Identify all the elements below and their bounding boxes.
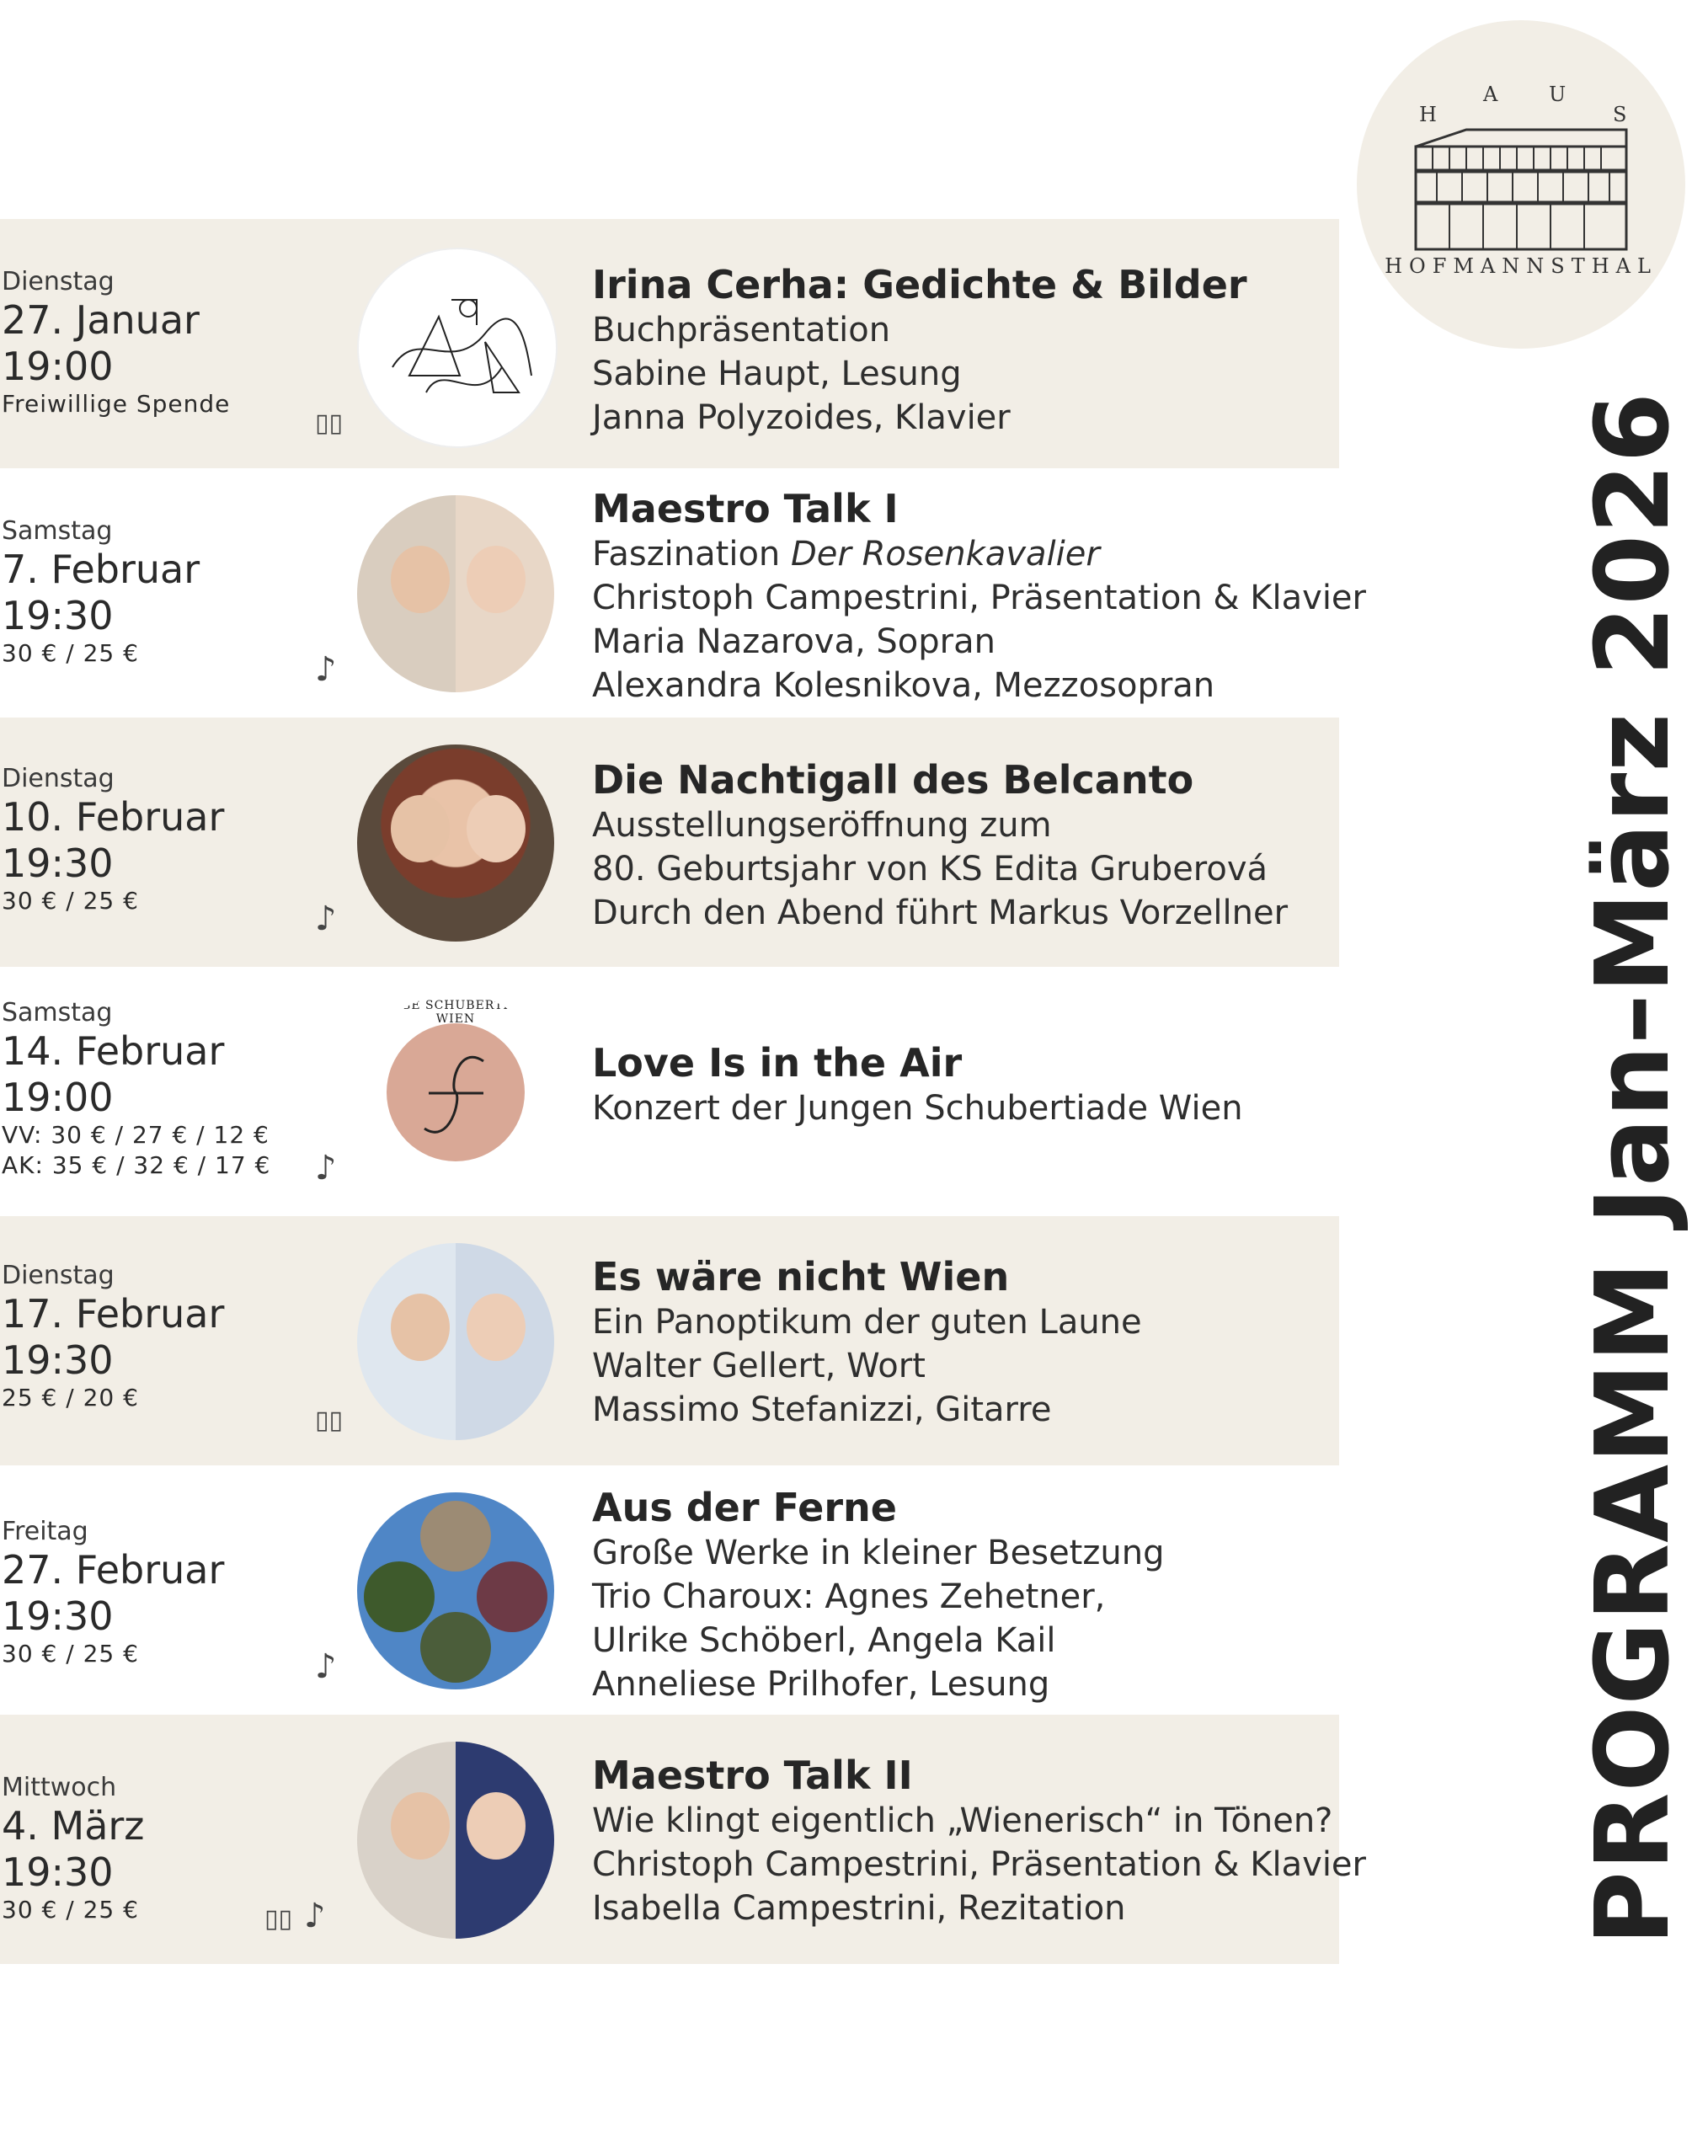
music-note-icon: ♪	[304, 1897, 326, 1935]
event-detail-line: Sabine Haupt, Lesung	[592, 355, 962, 393]
event-subtitle-italic: Der Rosenkavalier	[791, 535, 1100, 574]
event-date: 14. Februar	[2, 1028, 225, 1074]
event-date: 10. Februar	[2, 794, 225, 840]
event-photo	[357, 248, 558, 448]
event-date: 4. März	[2, 1803, 145, 1849]
event-time: 19:30	[2, 593, 114, 638]
event-title: Aus der Ferne	[592, 1485, 897, 1530]
event-detail-line: Massimo Stefanizzi, Gitarre	[592, 1390, 1052, 1429]
event-text	[592, 485, 1366, 707]
event-date: 27. Januar	[2, 297, 200, 343]
svg-text:U: U	[1549, 83, 1567, 106]
event-category-icons	[303, 1398, 343, 1437]
event-date-block	[2, 517, 200, 669]
event-time: 19:00	[2, 344, 114, 389]
event-weekday: Dienstag	[2, 267, 115, 296]
book-icon: ▯▯	[315, 1406, 344, 1435]
event-detail-line: 80. Geburtsjahr von KS Edita Gruberová	[592, 850, 1268, 889]
event-subtitle: Wie klingt eigentlich „Wienerisch“ in Tönen?	[592, 1801, 1333, 1840]
haus-hofmannsthal-logo	[1357, 20, 1685, 349]
event-date: 27. Februar	[2, 1547, 225, 1593]
book-icon: ▯▯	[315, 408, 344, 438]
event-subtitle: Große Werke in kleiner Besetzung	[592, 1534, 1165, 1572]
book-icon: ▯▯	[264, 1904, 293, 1934]
event-detail-line: Isabella Campestrini, Rezitation	[592, 1889, 1126, 1928]
event-photo	[357, 495, 554, 692]
event-photo	[357, 744, 554, 942]
event-detail-line: Janna Polyzoides, Klavier	[592, 398, 1011, 437]
event-category-icons	[303, 401, 343, 440]
event-price: VV: 30 € / 27 € / 12 €	[2, 1121, 270, 1149]
event-detail-line: Christoph Campestrini, Präsentation & Klavier	[592, 579, 1366, 617]
event-title: Es wäre nicht Wien	[592, 1254, 1010, 1299]
event-text	[592, 1484, 1164, 1706]
event-weekday: Freitag	[2, 1517, 88, 1546]
event-time: 19:30	[2, 841, 114, 886]
event-weekday: Dienstag	[2, 1261, 115, 1290]
event-photo	[357, 1243, 554, 1440]
event-detail-line: Ulrike Schöberl, Angela Kail	[592, 1621, 1056, 1660]
badge-text: JUNGE SCHUBERTIADE WIEN	[373, 999, 538, 1026]
event-detail-line: Alexandra Kolesnikova, Mezzosopran	[592, 666, 1215, 705]
event-price: 30 € / 25 €	[2, 1896, 139, 1924]
event-detail-line: Durch den Abend führt Markus Vorzellner	[592, 894, 1289, 932]
event-text	[592, 1253, 1142, 1432]
event-subtitle: Ausstellungseröffnung zum	[592, 806, 1052, 845]
event-detail-line: Trio Charoux: Agnes Zehetner,	[592, 1577, 1106, 1616]
event-date: 7. Februar	[2, 547, 200, 592]
program-heading: PROGRAMM Jan–März 2026	[1575, 392, 1692, 1945]
music-note-icon: ♪	[315, 650, 337, 689]
event-subtitle-prefix: Faszination	[592, 535, 791, 574]
event-weekday: Samstag	[2, 998, 113, 1027]
event-date-block	[2, 268, 230, 419]
event-detail-line: Christoph Campestrini, Präsentation & Klavier	[592, 1845, 1366, 1884]
event-price: Freiwillige Spende	[2, 390, 231, 418]
event-category-icons	[303, 899, 337, 938]
event-price: AK: 35 € / 32 € / 17 €	[2, 1151, 271, 1179]
svg-text:H: H	[1419, 103, 1437, 126]
event-text	[592, 1752, 1366, 1930]
event-category-icons	[253, 1897, 326, 1935]
event-time: 19:30	[2, 1337, 114, 1383]
event-date: 17. Februar	[2, 1291, 225, 1337]
event-text	[592, 756, 1288, 935]
event-category-icons	[303, 1647, 337, 1686]
event-title: Maestro Talk I	[592, 486, 899, 531]
event-date-block	[2, 1774, 144, 1925]
svg-text:A: A	[1483, 83, 1498, 106]
event-time: 19:30	[2, 1593, 114, 1639]
event-date-block	[2, 999, 270, 1181]
event-date-block	[2, 1518, 224, 1669]
event-weekday: Dienstag	[2, 764, 115, 793]
event-time: 19:00	[2, 1075, 114, 1120]
event-weekday: Mittwoch	[2, 1773, 117, 1802]
event-price: 25 € / 20 €	[2, 1384, 139, 1412]
event-date-block	[2, 1262, 224, 1413]
event-subtitle	[592, 532, 1366, 576]
event-time: 19:30	[2, 1849, 114, 1895]
event-title: Die Nachtigall des Belcanto	[592, 757, 1194, 803]
event-text	[592, 1039, 1243, 1130]
event-category-icons	[303, 650, 337, 689]
building-logo-icon	[1357, 20, 1685, 349]
music-note-icon: ♪	[315, 1149, 337, 1187]
event-date-block	[2, 765, 224, 916]
event-category-icons	[303, 1149, 337, 1187]
event-subtitle: Buchpräsentation	[592, 311, 891, 350]
svg-text:S: S	[1613, 103, 1627, 126]
event-photo	[357, 1492, 554, 1689]
music-note-icon: ♪	[315, 1647, 337, 1686]
event-title: Maestro Talk II	[592, 1753, 913, 1798]
event-title: Irina Cerha: Gedichte & Bilder	[592, 262, 1247, 307]
event-title: Love Is in the Air	[592, 1040, 963, 1086]
event-detail-line: Anneliese Prilhofer, Lesung	[592, 1665, 1050, 1704]
music-note-icon: ♪	[315, 899, 337, 938]
event-photo	[357, 994, 554, 1191]
event-price: 30 € / 25 €	[2, 887, 139, 915]
sketch-drawing-icon	[359, 249, 556, 446]
event-photo	[357, 1742, 554, 1939]
event-subtitle: Konzert der Jungen Schubertiade Wien	[592, 1089, 1243, 1128]
event-text	[592, 261, 1247, 440]
event-price: 30 € / 25 €	[2, 639, 139, 667]
logo-wordmark: HOFMANNSTHAL	[1385, 254, 1657, 278]
event-weekday: Samstag	[2, 516, 113, 546]
event-subtitle: Ein Panoptikum der guten Laune	[592, 1303, 1142, 1342]
event-detail-line: Maria Nazarova, Sopran	[592, 622, 995, 661]
event-price: 30 € / 25 €	[2, 1640, 139, 1668]
event-detail-line: Walter Gellert, Wort	[592, 1347, 926, 1385]
